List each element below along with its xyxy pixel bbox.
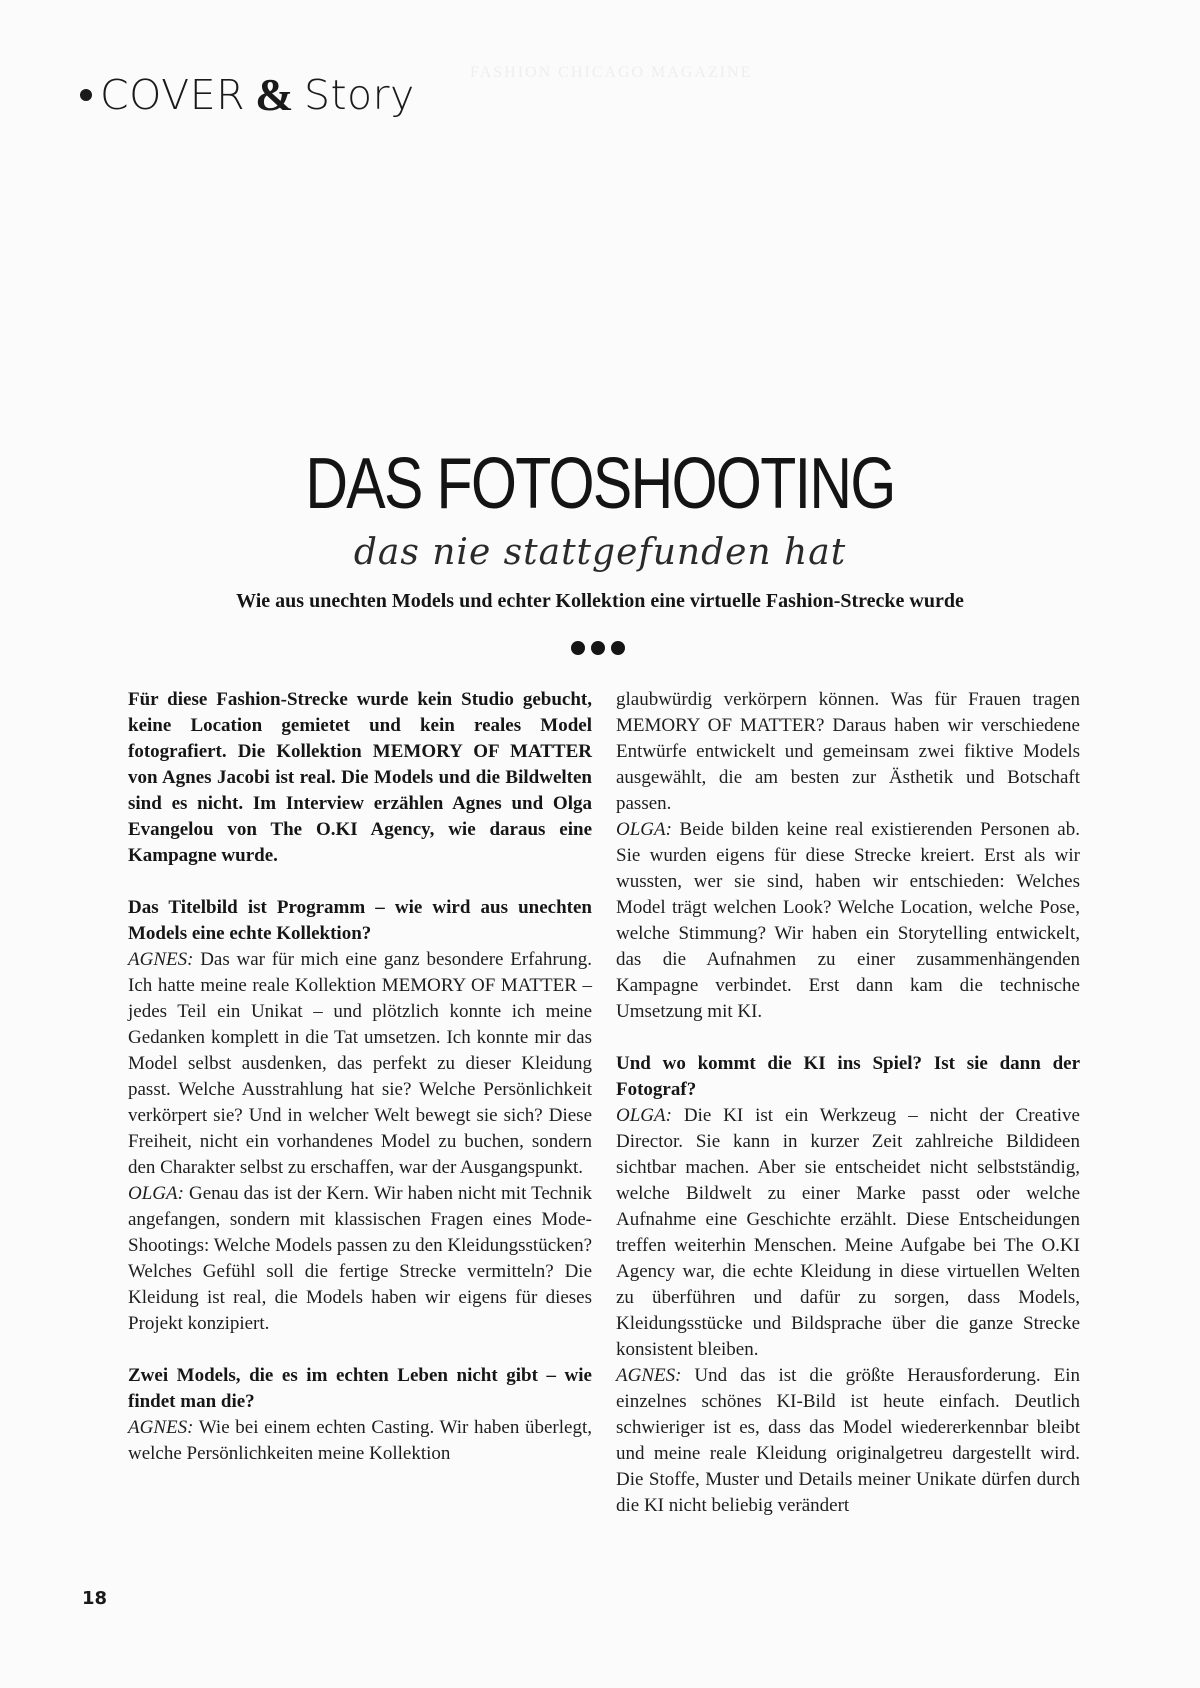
answer-text: Wie bei einem echten Casting. Wir haben überlegt, welche Persönlichkeiten meine Kollektion [128, 1417, 592, 1464]
answer [616, 1103, 1080, 1363]
answer [128, 1181, 592, 1337]
dot-icon [591, 641, 605, 655]
page-number: 18 [82, 1588, 108, 1609]
speaker: OLGA: [616, 819, 672, 840]
header-ampersand: & [255, 69, 294, 120]
answer-text: Und das ist die größte Herausforderung. Ein einzelnes schönes KI-Bild ist heute einfach. Deutlich schwieriger ist es, dass das Model wiedererkennbar bleibt und meine reale Kleidung originalgetreu dargestellt wird. Die Stoffe, Muster und Details meiner Unikate dürfen durch die KI nicht beliebig verändert [616, 1365, 1080, 1516]
separator-dots [571, 641, 625, 655]
faint-running-head: FASHION CHICAGO MAGAZINE [470, 64, 753, 81]
lead-paragraph: Für diese Fashion-Strecke wurde kein Studio gebucht, keine Location gemietet und kein reales Model fotografiert. Die Kollektion MEMORY OF MATTER von Agnes Jacobi ist real. Die Models und die Bildwelten sind es nicht. Im Interview erzählen Agnes und Olga Evangelou von The O.KI Agency, wie daraus eine Kampagne wurde. [128, 689, 592, 866]
answer-text: Beide bilden keine real existierenden Personen ab. Sie wurden eigens für diese Strecke kreiert. Erst als wir wussten, wer sie sind, haben wir entschieden: Welches Model trägt welchen Look? Welche Location, welche Pose, welche Stimmung? Wir haben ein Storytelling entwickelt, das die Aufnahmen zu einer zusammenhängenden Kampagne verbindet. Erst dann kam die technische Umsetzung mit KI. [616, 819, 1080, 1022]
speaker: AGNES: [128, 1417, 194, 1438]
continued-text: glaubwürdig verkörpern können. Was für Frauen tragen MEMORY OF MATTER? Daraus haben wir verschiedene Entwürfe entwickelt und gemeinsam zwei fiktive Models ausgewählt, die am besten zur Ästhetik und Botschaft passen. [616, 689, 1080, 814]
dot-icon [571, 641, 585, 655]
answer [616, 1363, 1080, 1519]
script-subtitle: das nie stattgefunden hat [353, 532, 847, 573]
bullet-icon [80, 89, 92, 101]
answer [616, 817, 1080, 1025]
answer-text: Das war für mich eine ganz besondere Erfahrung. Ich hatte meine reale Kollektion MEMORY OF MATTER – jedes Teil ein Unikat – und plötzlich konnte ich meine Gedanken komplett in die Tat umsetzen. Ich konnte mir das Model selbst ausdenken, das perfekt zu dieser Kleidung passt. Welche Ausstrahlung hat sie? Welche Persönlichkeit verkörpert sie? Und in welcher Welt bewegt sie sich? Diese Freiheit, nicht ein vorhandenes Model zu buchen, sondern den Charakter selbst zu erschaffen, war der Ausgangspunkt. [128, 949, 592, 1178]
speaker: AGNES: [616, 1365, 682, 1386]
speaker: OLGA: [616, 1105, 672, 1126]
speaker: OLGA: [128, 1183, 184, 1204]
column-right [616, 687, 1080, 1519]
question: Und wo kommt die KI ins Spiel? Ist sie dann der Fotograf? [616, 1053, 1080, 1100]
section-header [80, 68, 415, 121]
answer-text: Genau das ist der Kern. Wir haben nicht mit Technik angefangen, sondern mit klassischen Fragen eines Mode-Shootings: Welche Models passen zu den Kleidungsstücken? Welches Gefühl soll die fertige Strecke vermitteln? Die Kleidung ist real, die Models haben wir eigens für dieses Projekt konzipiert. [128, 1183, 592, 1334]
column-left [128, 687, 592, 1467]
header-story: Story [303, 70, 415, 119]
question: Das Titelbild ist Programm – wie wird aus unechten Models eine echte Kollektion? [128, 897, 592, 944]
question: Zwei Models, die es im echten Leben nicht gibt – wie findet man die? [128, 1365, 592, 1412]
speaker: AGNES: [128, 949, 194, 970]
answer-text: Die KI ist ein Werkzeug – nicht der Creative Director. Sie kann in kurzer Zeit zahlreiche Bildideen sichtbar machen. Aber sie entscheidet nicht selbstständig, welche Bildwelt zu einer Marke passt oder welche Aufnahme eine Geschichte erzählt. Diese Entscheidungen treffen weiterhin Menschen. Meine Aufgabe bei The O.KI Agency war, die echte Kleidung in diese virtuellen Welten zu überführen und dafür zu sorgen, dass Models, Kleidungsstücke und Bildsprache über die ganze Strecke konsistent bleiben. [616, 1105, 1080, 1360]
header-cover: COVER [100, 70, 246, 119]
answer [128, 1415, 592, 1467]
article-title: DAS FOTOSHOOTING [305, 444, 895, 524]
dot-icon [611, 641, 625, 655]
answer [128, 947, 592, 1181]
article-subtitle: Wie aus unechten Models und echter Kollektion eine virtuelle Fashion-Strecke wurde [236, 590, 964, 612]
